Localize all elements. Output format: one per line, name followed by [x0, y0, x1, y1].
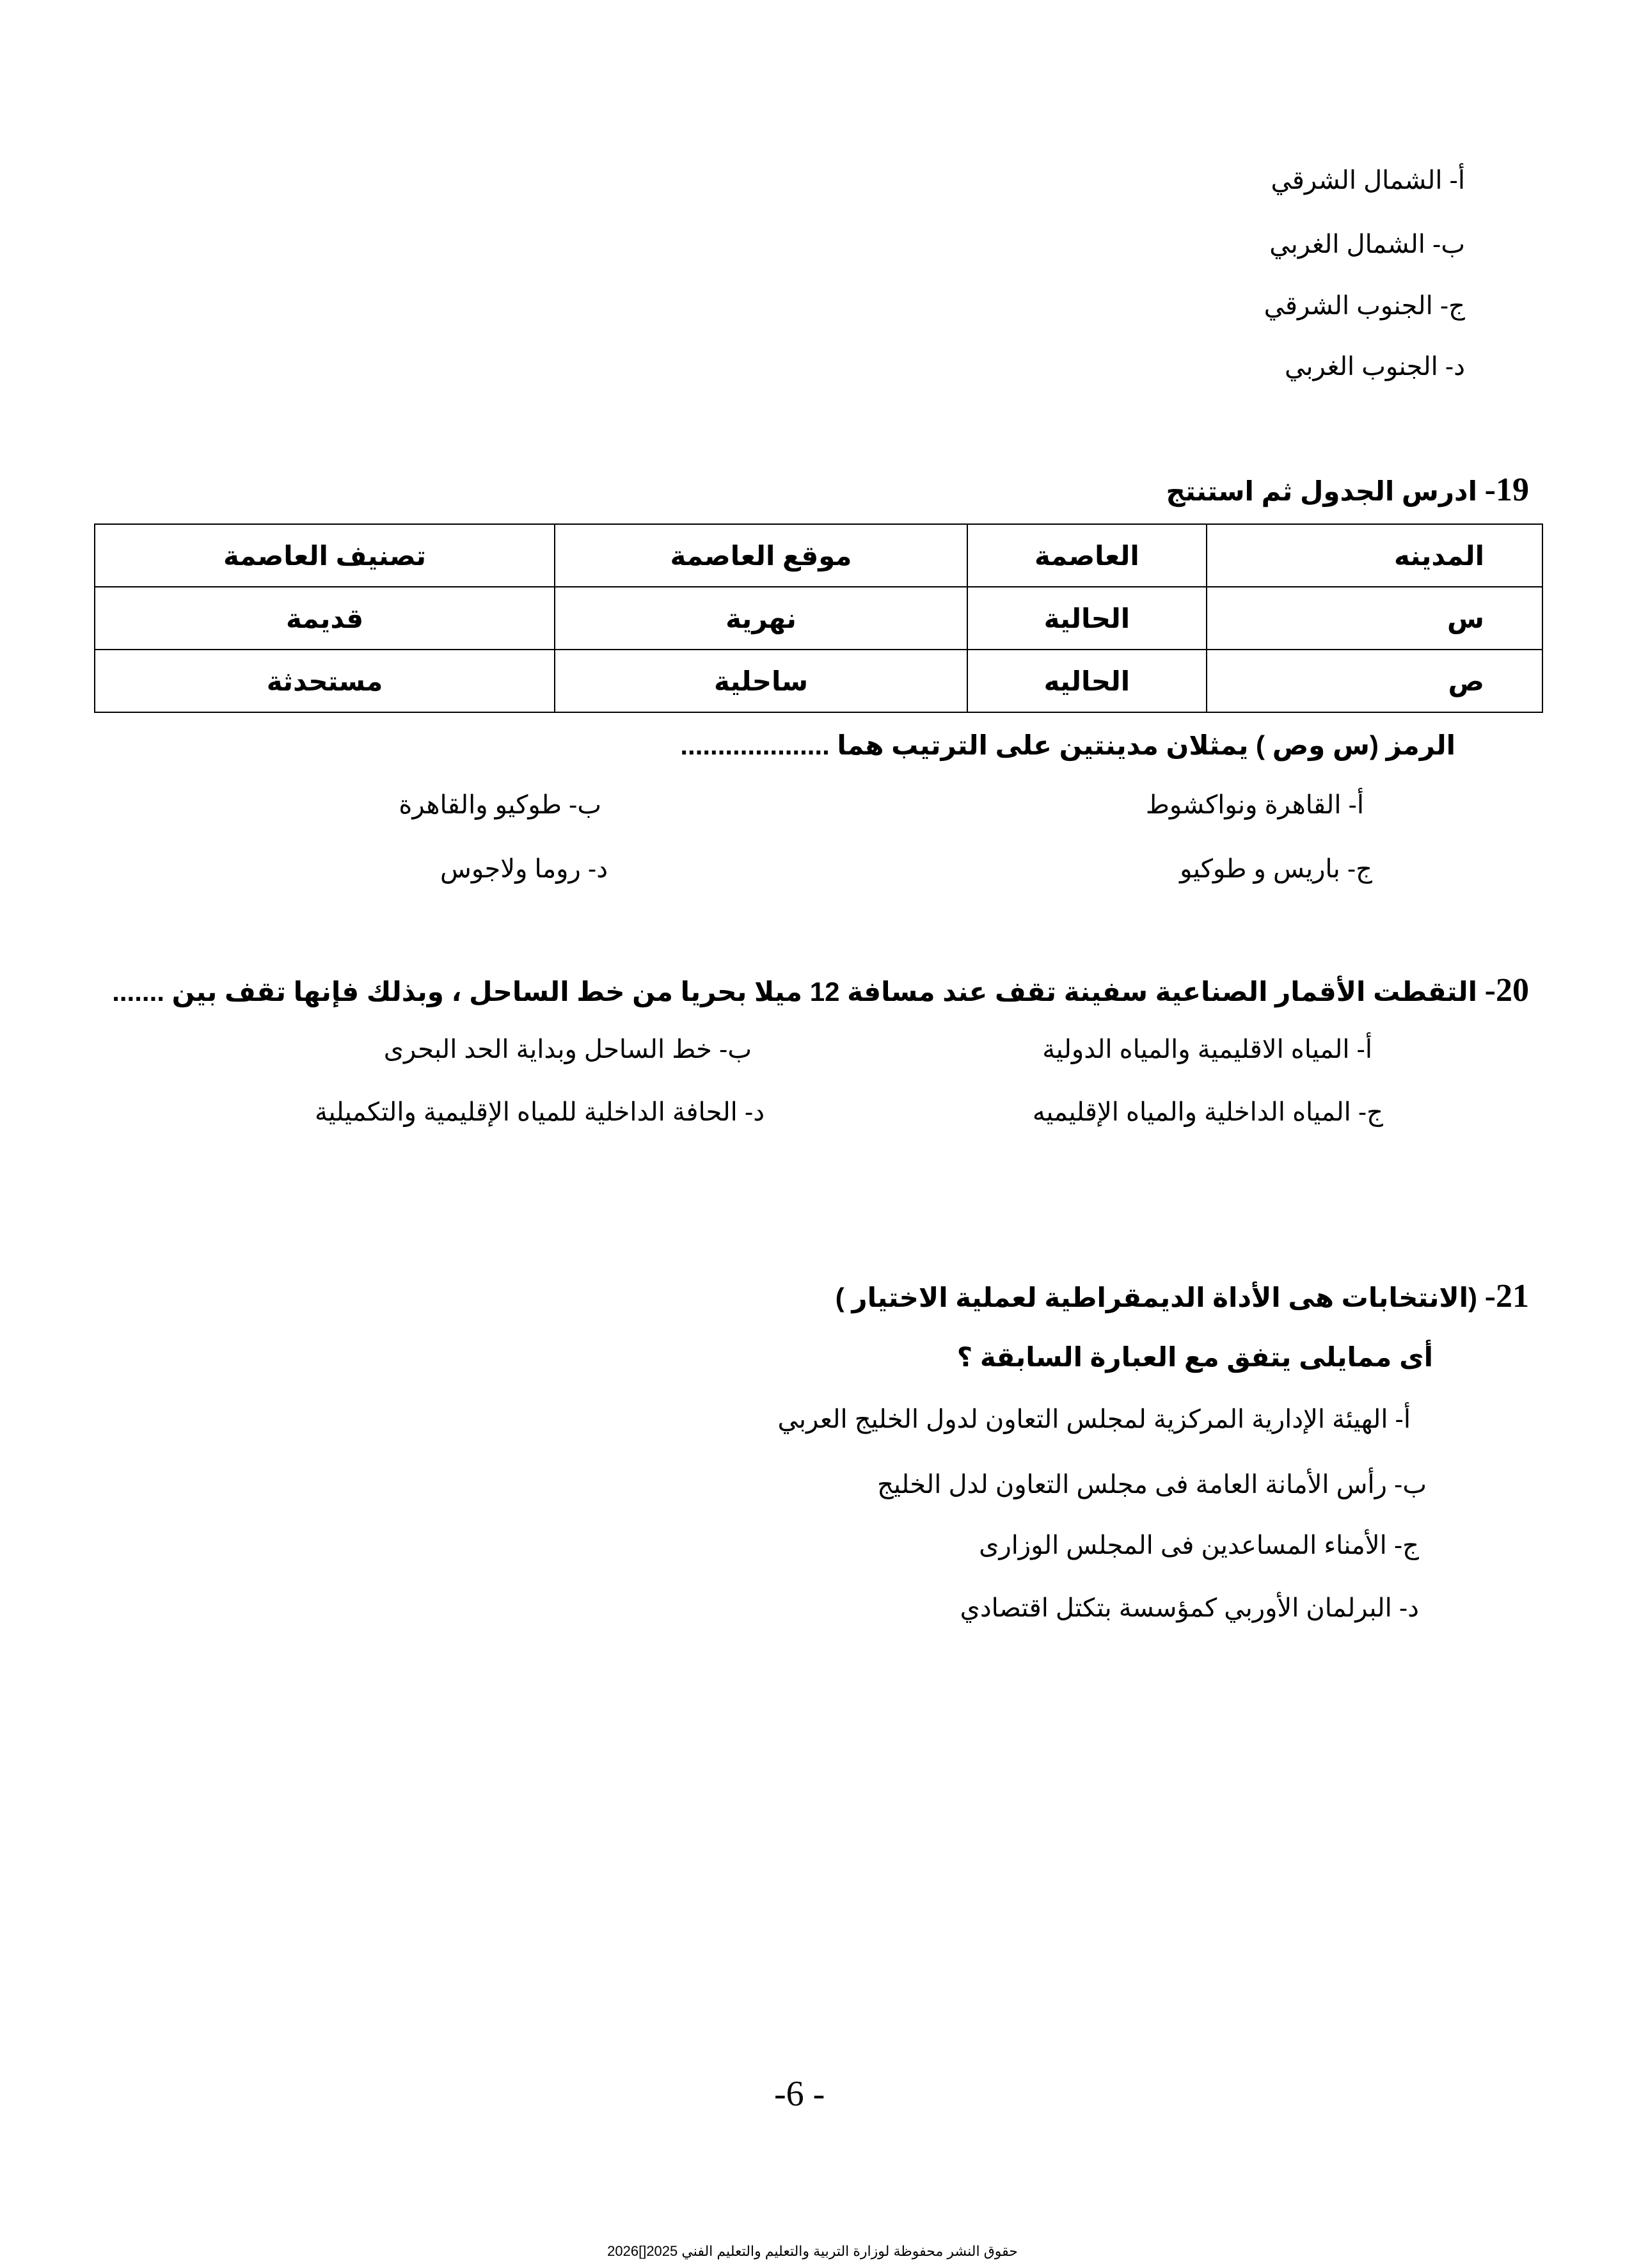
- q19-option-a: أ- القاهرة ونواكشوط: [1145, 791, 1364, 819]
- table-cell: ص: [1207, 650, 1542, 712]
- q19-heading: [1166, 474, 1529, 507]
- copyright-footer: حقوق النشر محفوظة لوزارة التربية والتعليم والتعليم الفني 2025[]2026: [607, 2243, 1018, 2259]
- q19-number: 19-: [1484, 472, 1529, 508]
- q18-option-a: أ- الشمال الشرقي: [1271, 166, 1465, 195]
- q21-option-b: ب- رأس الأمانة العامة فى مجلس التعاون لدل الخليج: [877, 1471, 1427, 1499]
- table-cell: س: [1207, 587, 1542, 650]
- q18-option-d: د- الجنوب الغربي: [1284, 353, 1465, 381]
- table-row: [95, 650, 1542, 712]
- q21-option-a: أ- الهيئة الإدارية المركزية لمجلس التعاون لدول الخليج العربي: [777, 1405, 1411, 1433]
- q20-option-b: ب- خط الساحل وبداية الحد البحرى: [383, 1035, 752, 1064]
- q20-option-d: د- الحافة الداخلية للمياه الإقليمية والتكميلية: [315, 1098, 765, 1126]
- table-cell: نهرية: [555, 587, 967, 650]
- q18-option-b: ب- الشمال الغربي: [1269, 230, 1465, 259]
- q19-prompt: ادرس الجدول ثم استنتج: [1166, 476, 1477, 506]
- table-header-row: [95, 524, 1542, 587]
- q19-option-c: ج- باريس و طوكيو: [1180, 855, 1372, 883]
- table-cell: الحاليه: [967, 650, 1207, 712]
- q19-table: [94, 523, 1543, 713]
- q21-heading: [836, 1280, 1529, 1313]
- q20-number: 20-: [1484, 972, 1529, 1009]
- table-row: [95, 587, 1542, 650]
- table-header-cell: العاصمة: [967, 524, 1207, 587]
- q19-option-b: ب- طوكيو والقاهرة: [399, 791, 601, 819]
- q18-option-c: ج- الجنوب الشرقي: [1264, 292, 1465, 320]
- table-cell: قديمة: [95, 587, 555, 650]
- q20-option-a: أ- المياه الاقليمية والمياه الدولية: [1042, 1035, 1372, 1064]
- table-header-cell: المدينه: [1207, 524, 1542, 587]
- page-number: -6 -: [774, 2074, 825, 2114]
- q19-stem: الرمز (س وص ) يمثلان مدينتين على الترتيب هما ....................: [680, 730, 1455, 760]
- table-header-cell: تصنيف العاصمة: [95, 524, 555, 587]
- table-cell: ساحلية: [555, 650, 967, 712]
- table-cell: مستحدثة: [95, 650, 555, 712]
- q21-option-c: ج- الأمناء المساعدين فى المجلس الوزارى: [979, 1531, 1419, 1560]
- q20-heading: [112, 974, 1529, 1007]
- q21-sub-question: أى ممايلى يتفق مع العبارة السابقة ؟: [956, 1342, 1433, 1372]
- q21-number: 21-: [1484, 1278, 1529, 1314]
- q19-option-d: د- روما ولاجوس: [440, 855, 608, 883]
- q20-text: التقطت الأقمار الصناعية سفينة تقف عند مسافة 12 ميلا بحريا من خط الساحل ، وبذلك فإنها تقف بين .......: [112, 977, 1477, 1007]
- table-header-cell: موقع العاصمة: [555, 524, 967, 587]
- q20-option-c: ج- المياه الداخلية والمياه الإقليميه: [1032, 1098, 1383, 1126]
- q21-option-d: د- البرلمان الأوربي كمؤسسة بتكتل اقتصادي: [960, 1594, 1419, 1622]
- table-cell: الحالية: [967, 587, 1207, 650]
- q21-text: (الانتخابات هى الأداة الديمقراطية لعملية الاختيار ): [835, 1282, 1477, 1313]
